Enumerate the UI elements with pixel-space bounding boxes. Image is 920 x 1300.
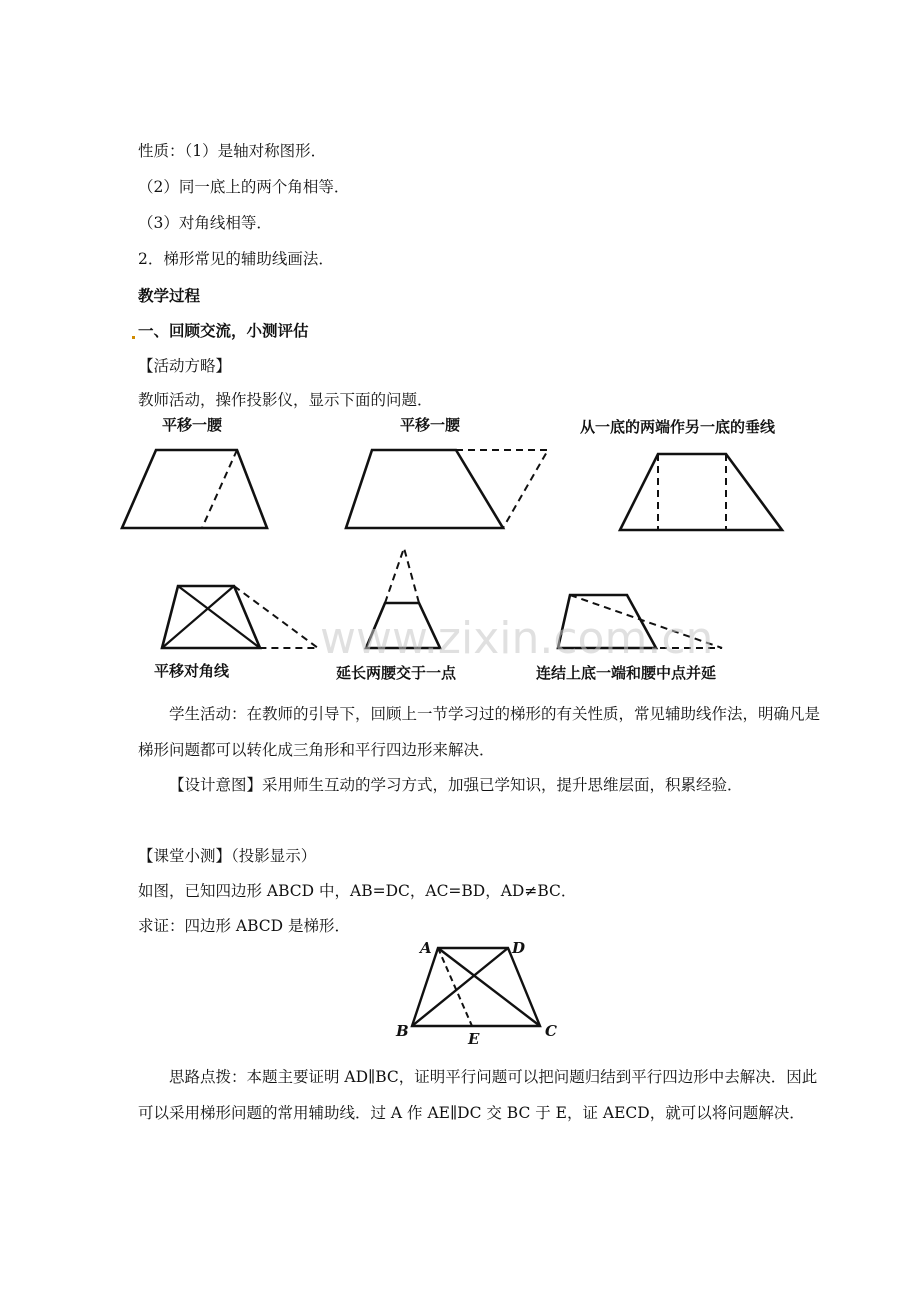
quiz-tag: 【课堂小测】（投影显示） (138, 847, 317, 865)
dashed-aux-line (202, 450, 237, 528)
watermark: www.zixin.com.cn (320, 613, 714, 664)
figure-label-translate-diagonal: 平移对角线 (154, 662, 230, 680)
figure-label-extend-legs: 延长两腰交于一点 (336, 664, 457, 682)
activity-strategy-tag: 【活动方略】 (138, 357, 232, 375)
solution-hint: 思路点拨：本题主要证明 AD∥BC，证明平行问题可以把问题归结到平行四边形中去解决．因此可以采用梯形问题的常用辅助线．过 A 作 AE∥DC 交 BC 于 E，证 AECD，就可以将问题解决． (138, 1068, 818, 1122)
point-C-label: C (545, 1022, 557, 1040)
trapezoid-shape (346, 450, 503, 528)
dashed-aux-line (385, 548, 419, 603)
figure-label-translate-leg-1: 平移一腰 (162, 416, 223, 434)
point-E-label: E (468, 1030, 480, 1046)
section-review-heading: 一、回顾交流，小测评估 (138, 321, 309, 340)
edit-marker (132, 336, 135, 339)
teaching-process-heading: 教学过程 (138, 286, 201, 305)
figure-label-translate-leg-2: 平移一腰 (400, 416, 461, 434)
trapezoid-shape (620, 454, 782, 530)
trapezoid-shape (122, 450, 267, 528)
point-D-label: D (512, 939, 526, 957)
design-intent: 【设计意图】采用师生互动的学习方式，加强已学知识，提升思维层面，积累经验． (169, 776, 743, 794)
property-diagonals: （3）对角线相等． (138, 214, 272, 232)
point-A-label: A (420, 939, 432, 957)
quiz-prove: 求证：四边形 ABCD 是梯形． (138, 917, 351, 935)
quiz-given: 如图，已知四边形 ABCD 中，AB=DC，AC=BD，AD≠BC． (138, 882, 577, 900)
student-activity: 学生活动：在教师的引导下，回顾上一节学习过的梯形的有关性质，常见辅助线作法，明确凡是梯形问题都可以转化成三角形和平行四边形来解决． (138, 705, 821, 759)
property-axis-symmetric: 性质：（1）是轴对称图形． (138, 142, 327, 160)
auxiliary-lines-figure (110, 408, 830, 688)
teacher-activity: 教师活动，操作投影仪，显示下面的问题． (138, 391, 433, 409)
quiz-trapezoid-diagram (390, 936, 570, 1046)
auxiliary-line-methods: 2．梯形常见的辅助线画法． (138, 250, 334, 268)
figure-label-connect-midpoint: 连结上底一端和腰中点并延 (536, 664, 717, 682)
dashed-aux-line (456, 450, 548, 528)
property-base-angles: （2）同一底上的两个角相等． (138, 178, 350, 196)
figure-label-perpendiculars: 从一底的两端作另一底的垂线 (580, 418, 776, 436)
point-B-label: B (396, 1022, 409, 1040)
